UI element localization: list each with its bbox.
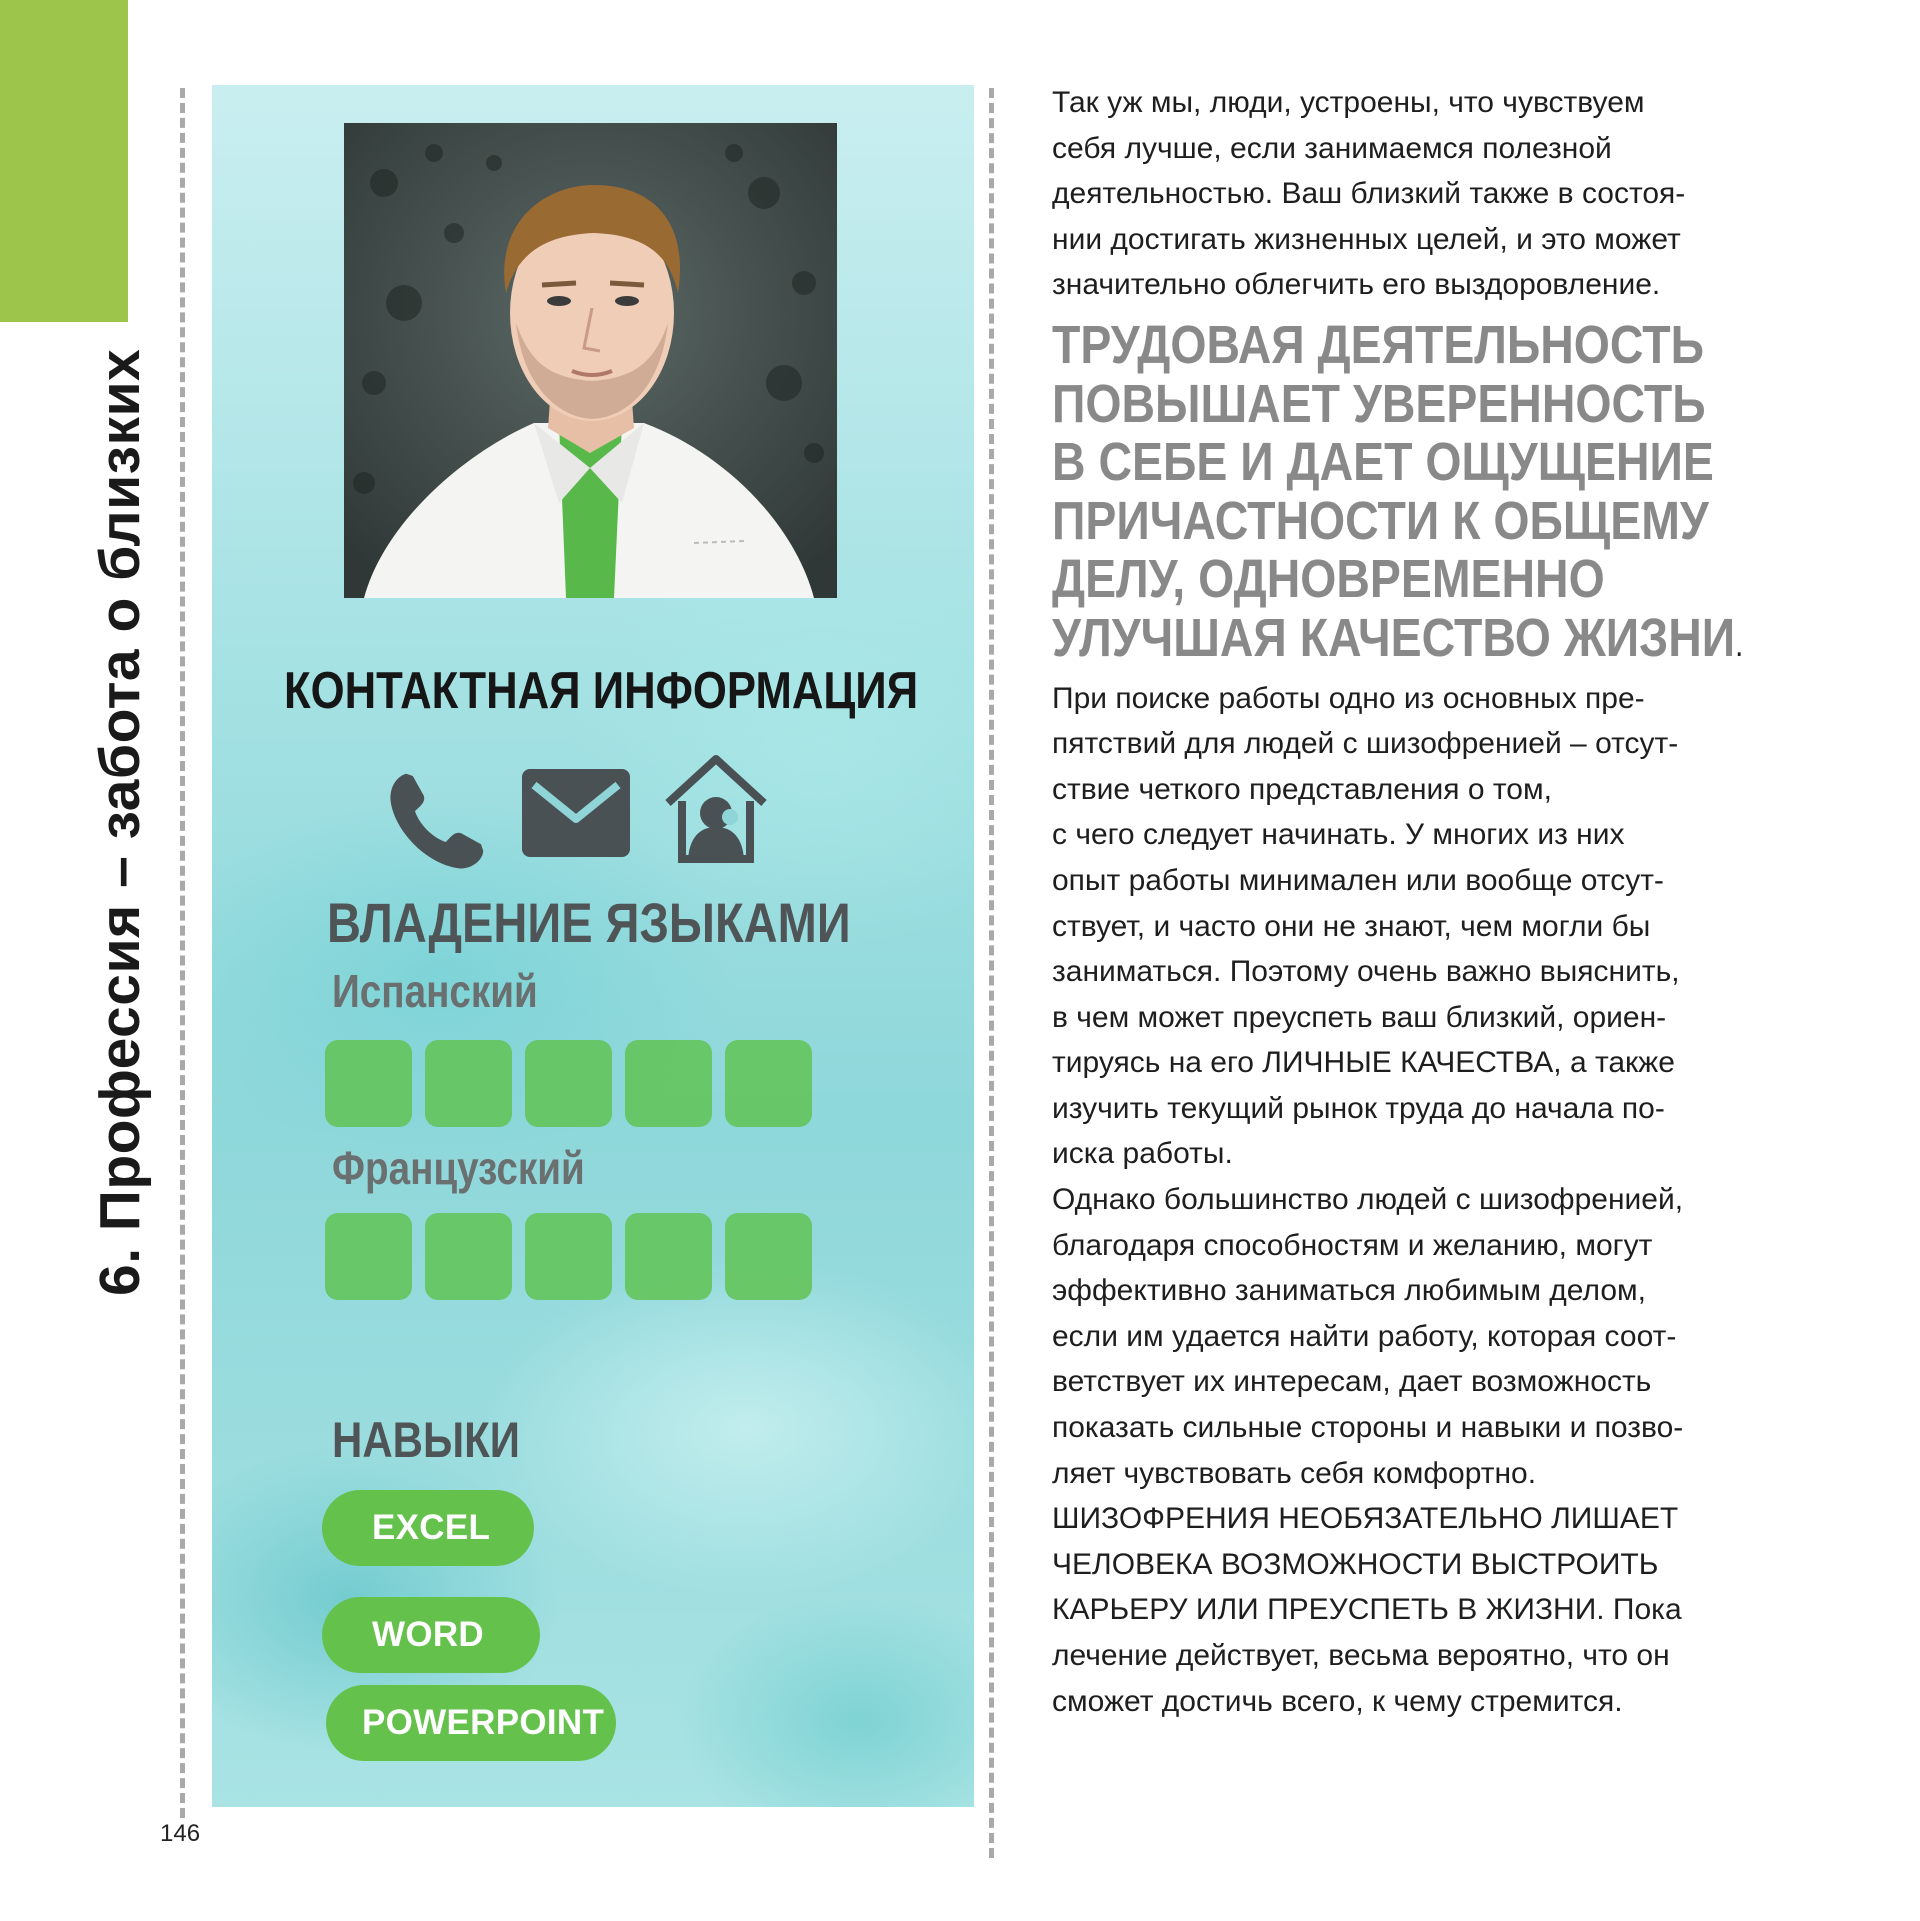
text-line: себя лучше, если занимаемся полезной (1052, 131, 1612, 165)
text-line: значительно облегчить его выздоровление. (1052, 268, 1661, 302)
text-line: ствие четкого представления о том, (1052, 772, 1552, 806)
intro-paragraph (1052, 80, 1772, 308)
text-line: лечение действует, весьма вероятно, что он (1052, 1639, 1670, 1672)
section-title: 6. Профессия – забота о близких (88, 348, 152, 1296)
portrait-illustration (344, 123, 837, 598)
text-line: тируясь на его ЛИЧНЫЕ КАЧЕСТВА, а также (1052, 1046, 1675, 1080)
text-line: эффективно заниматься любимым делом, (1052, 1274, 1646, 1308)
mail-icon (520, 767, 632, 859)
text-line: пятствий для людей с шизофренией – отсут- (1052, 727, 1679, 761)
language-rating-french (325, 1213, 812, 1300)
rating-box (725, 1040, 812, 1127)
text-line: в чем может преуспеть ваш близкий, ориен- (1052, 1000, 1667, 1034)
rating-box (325, 1040, 412, 1127)
rating-box (425, 1213, 512, 1300)
text-line: Так уж мы, люди, устроены, что чувствуем (1052, 86, 1645, 119)
text-line: деятельностью. Ваш близкий также в состоя- (1052, 177, 1686, 211)
page-number: 146 (160, 1820, 201, 1847)
rating-box (425, 1040, 512, 1127)
text-line: нии достигать жизненных целей, и это может (1052, 222, 1681, 256)
body-paragraphs (1052, 676, 1772, 1725)
text-line: сможет достичь всего, к чему стремится. (1052, 1684, 1623, 1718)
text-line: благодаря способностям и желанию, могут (1052, 1228, 1653, 1262)
pull-quote-line: ДЕЛУ, ОДНОВРЕМЕННО (1052, 549, 1605, 610)
text-line: изучить текущий рынок труда до начала по- (1052, 1091, 1665, 1125)
text-line: опыт работы минимален или вообще отсут- (1052, 863, 1664, 897)
pull-quote-end: . (1735, 625, 1744, 664)
text-line: Однако большинство людей с шизофренией, (1052, 1183, 1684, 1217)
home-icon (660, 751, 772, 863)
rating-box (625, 1213, 712, 1300)
text-line: ветствует их интересам, дает возможность (1052, 1365, 1652, 1399)
left-dashed-divider (180, 88, 185, 1818)
language-name-spanish: Испанский (332, 965, 538, 1017)
text-line: ЧЕЛОВЕКА ВОЗМОЖНОСТИ ВЫСТРОИТЬ (1052, 1547, 1659, 1581)
resume-card (212, 85, 974, 1807)
text-line: иска работы. (1052, 1137, 1233, 1171)
pull-quote-line: ТРУДОВАЯ ДЕЯТЕЛЬНОСТЬ (1052, 314, 1705, 375)
rating-box (525, 1213, 612, 1300)
pull-quote (1052, 316, 1772, 668)
text-line: если им удается найти работу, которая соот- (1052, 1319, 1677, 1353)
languages-heading: ВЛАДЕНИЕ ЯЗЫКАМИ (327, 891, 851, 954)
text-line: ствует, и часто они не знают, чем могли бы (1052, 909, 1651, 943)
contact-heading: КОНТАКТНАЯ ИНФОРМАЦИЯ (284, 662, 919, 720)
text-line: КАРЬЕРУ ИЛИ ПРЕУСПЕТЬ В ЖИЗНИ. Пока (1052, 1593, 1682, 1627)
rating-box (625, 1040, 712, 1127)
pull-quote-line: ПРИЧАСТНОСТИ К ОБЩЕМУ (1052, 490, 1709, 551)
phone-icon (382, 765, 492, 875)
text-line: заниматься. Поэтому очень важно выяснить, (1052, 955, 1680, 989)
pull-quote-line (1052, 607, 1744, 668)
language-rating-spanish (325, 1040, 812, 1127)
rating-box (325, 1213, 412, 1300)
text-line: ляет чувствовать себя комфортно. (1052, 1456, 1537, 1490)
language-name-french: Французский (332, 1142, 585, 1194)
rating-box (725, 1213, 812, 1300)
right-dashed-divider (989, 88, 994, 1858)
text-line: ШИЗОФРЕНИЯ НЕОБЯЗАТЕЛЬНО ЛИШАЕТ (1052, 1502, 1679, 1536)
skill-pill-powerpoint: POWERPOINT (326, 1685, 616, 1761)
rating-box (525, 1040, 612, 1127)
text-line: При поиске работы одно из основных пре- (1052, 681, 1645, 715)
section-color-tab (0, 0, 128, 322)
skill-pill-word: WORD (322, 1597, 540, 1673)
pull-quote-line: В СЕБЕ И ДАЕТ ОЩУЩЕНИЕ (1052, 432, 1714, 493)
skills-heading: НАВЫКИ (332, 1412, 520, 1468)
text-line: с чего следует начинать. У многих из них (1052, 818, 1625, 852)
text-line: показать сильные стороны и навыки и позво- (1052, 1411, 1684, 1445)
pull-quote-last-line: УЛУЧШАЯ КАЧЕСТВО ЖИЗНИ (1052, 607, 1736, 668)
skill-pill-excel: EXCEL (322, 1490, 534, 1566)
article-text (1052, 80, 1772, 1724)
pull-quote-line: ПОВЫШАЕТ УВЕРЕННОСТЬ (1052, 373, 1706, 434)
